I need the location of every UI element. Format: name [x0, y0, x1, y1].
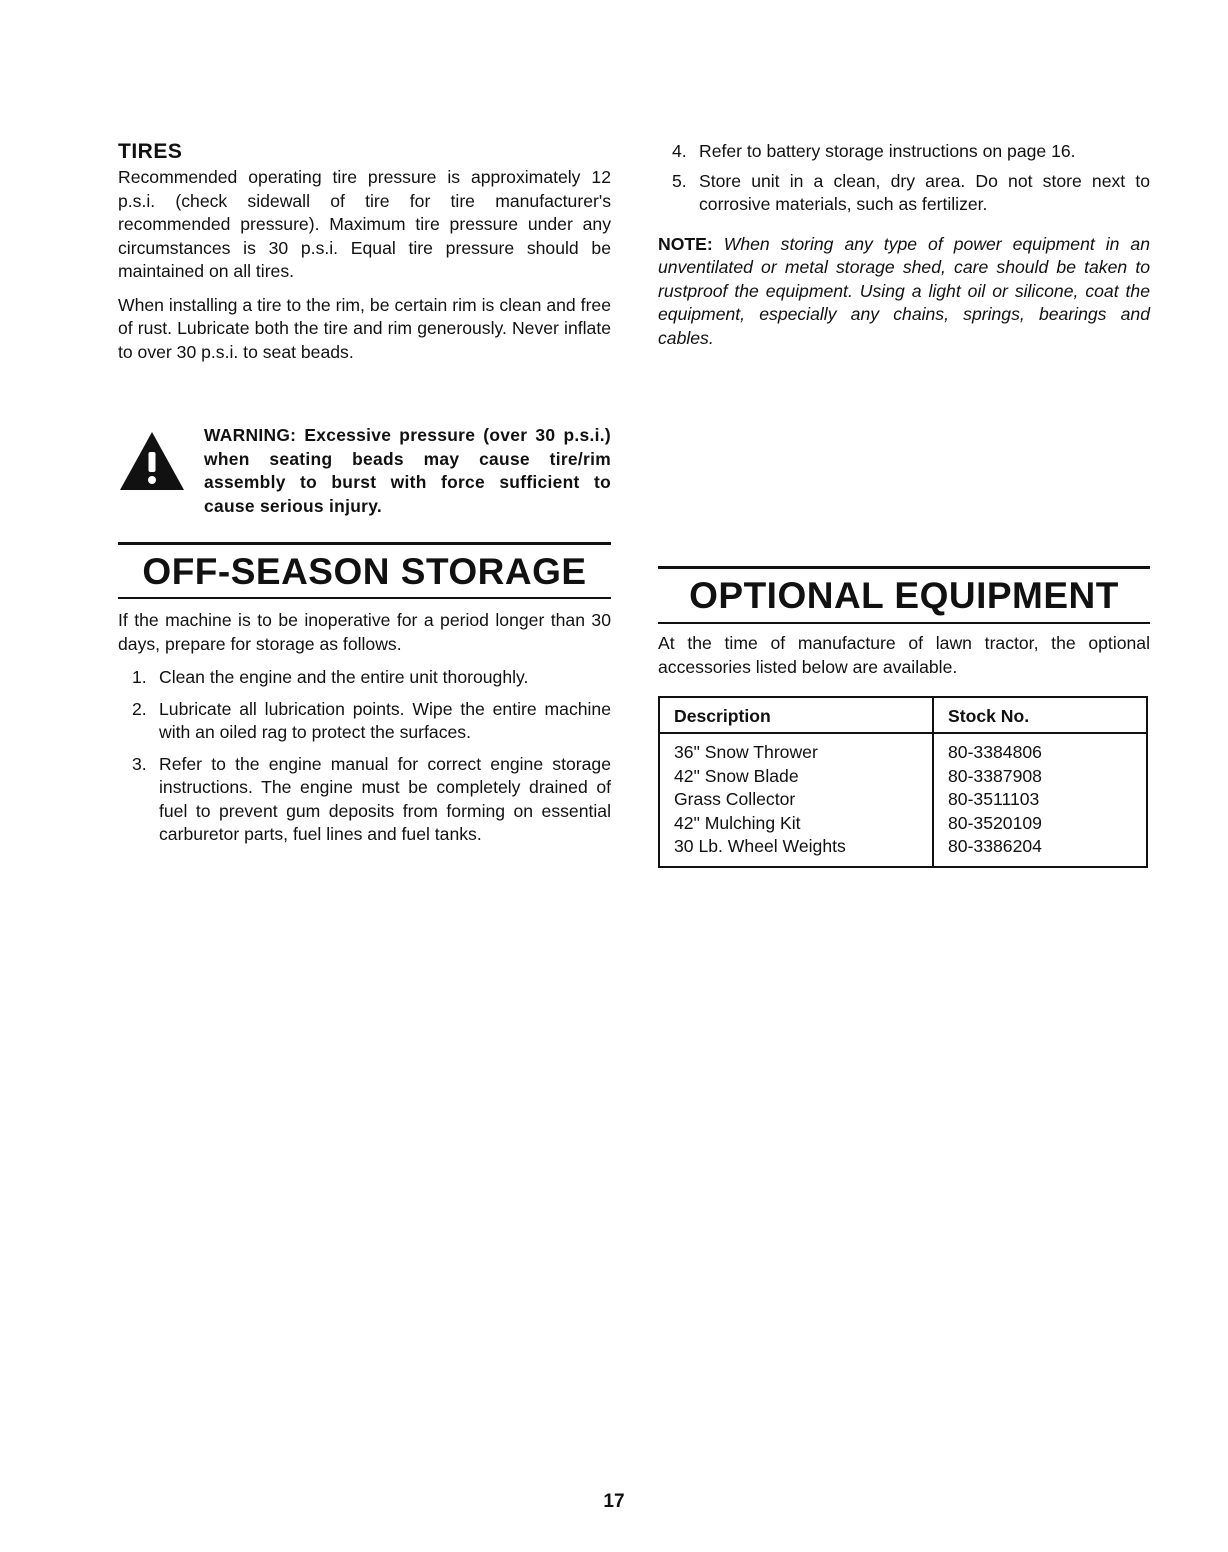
storage-step: 2. Lubricate all lubrication points. Wipe the entire machine with an oiled rag to protect the surfaces.	[132, 698, 611, 742]
optional-heading-block	[658, 566, 1150, 624]
cell-description: 36" Snow Thrower	[659, 733, 933, 765]
optional-intro: At the time of manufacture of lawn tractor, the optional accessories listed below are available.	[658, 633, 1150, 677]
cell-stock: 80-3386204	[948, 836, 1042, 856]
column-header-description: Description	[659, 697, 933, 733]
table-row	[659, 765, 1147, 789]
optional-top-rule	[658, 566, 1150, 569]
storage-continued	[658, 140, 1150, 350]
note-label: NOTE:	[658, 233, 713, 254]
cell-stock: 80-3387908	[948, 765, 1042, 786]
optional-intro-block	[658, 632, 1150, 679]
tires-heading: TIRES	[118, 140, 183, 163]
tires-paragraph-1: Recommended operating tire pressure is approximately 12 p.s.i. (check sidewall of tire for tire manufacturer's recommended pressure). Maximum tire pressure under any circumstances is 30 p.s.i. Equal tire pressure should be maintained on all tires.	[118, 167, 611, 281]
storage-step: 3. Refer to the engine manual for correct engine storage instructions. The engine must be completely drained of fuel to prevent gum deposits from forming on essential carburetor parts, fuel lines and fuel tanks.	[132, 753, 611, 844]
warning-text: WARNING: Excessive pressure (over 30 p.s.i.) when seating beads may cause tire/rim assembly to burst with force sufficient to cause serious injury.	[204, 425, 611, 516]
storage-body	[118, 609, 611, 855]
equipment-table	[658, 696, 1148, 868]
storage-step: 1. Clean the engine and the entire unit thoroughly.	[132, 667, 529, 687]
optional-heading: OPTIONAL EQUIPMENT	[689, 575, 1119, 616]
warning-icon	[118, 430, 186, 492]
storage-heading-block	[118, 542, 611, 599]
cell-stock: 80-3511103	[948, 789, 1040, 809]
table-row	[659, 788, 1147, 812]
cell-description: 42" Snow Blade	[659, 765, 933, 789]
warning-box	[118, 424, 611, 518]
storage-note	[658, 233, 1150, 351]
table-row	[659, 835, 1147, 867]
note-text: When storing any type of power equipment in an unventilated or metal storage shed, care should be taken to rustproof the equipment. Using a light oil or silicone, coat the equipment, especially any chains, springs, bearings and cables.	[658, 233, 1150, 348]
storage-bottom-rule	[118, 597, 611, 599]
table-row	[659, 812, 1147, 836]
cell-stock: 80-3384806	[948, 742, 1042, 762]
tires-paragraph-2: When installing a tire to the rim, be certain rim is clean and free of rust. Lubricate both the tire and rim generously. Never inflate to over 30 p.s.i. to seat beads.	[118, 294, 611, 362]
storage-step: 5. Store unit in a clean, dry area. Do not store next to corrosive materials, such as fertilizer.	[672, 170, 1150, 214]
storage-heading: OFF-SEASON STORAGE	[142, 551, 587, 592]
cell-stock: 80-3520109	[948, 812, 1042, 833]
storage-top-rule	[118, 542, 611, 545]
storage-steps-right	[658, 140, 1150, 217]
storage-steps-left	[118, 666, 611, 847]
storage-intro: If the machine is to be inoperative for a period longer than 30 days, prepare for storage as follows.	[118, 610, 611, 654]
cell-description: Grass Collector	[659, 788, 933, 812]
cell-description: 30 Lb. Wheel Weights	[659, 835, 933, 867]
table-row	[659, 733, 1147, 765]
page-number: 17	[603, 1491, 625, 1512]
column-header-stock: Stock No.	[933, 697, 1147, 733]
table-header-row	[659, 697, 1147, 733]
optional-bottom-rule	[658, 622, 1150, 624]
cell-description: 42" Mulching Kit	[659, 812, 933, 836]
storage-step: 4. Refer to battery storage instructions on page 16.	[672, 141, 1076, 161]
tires-section	[118, 140, 611, 364]
